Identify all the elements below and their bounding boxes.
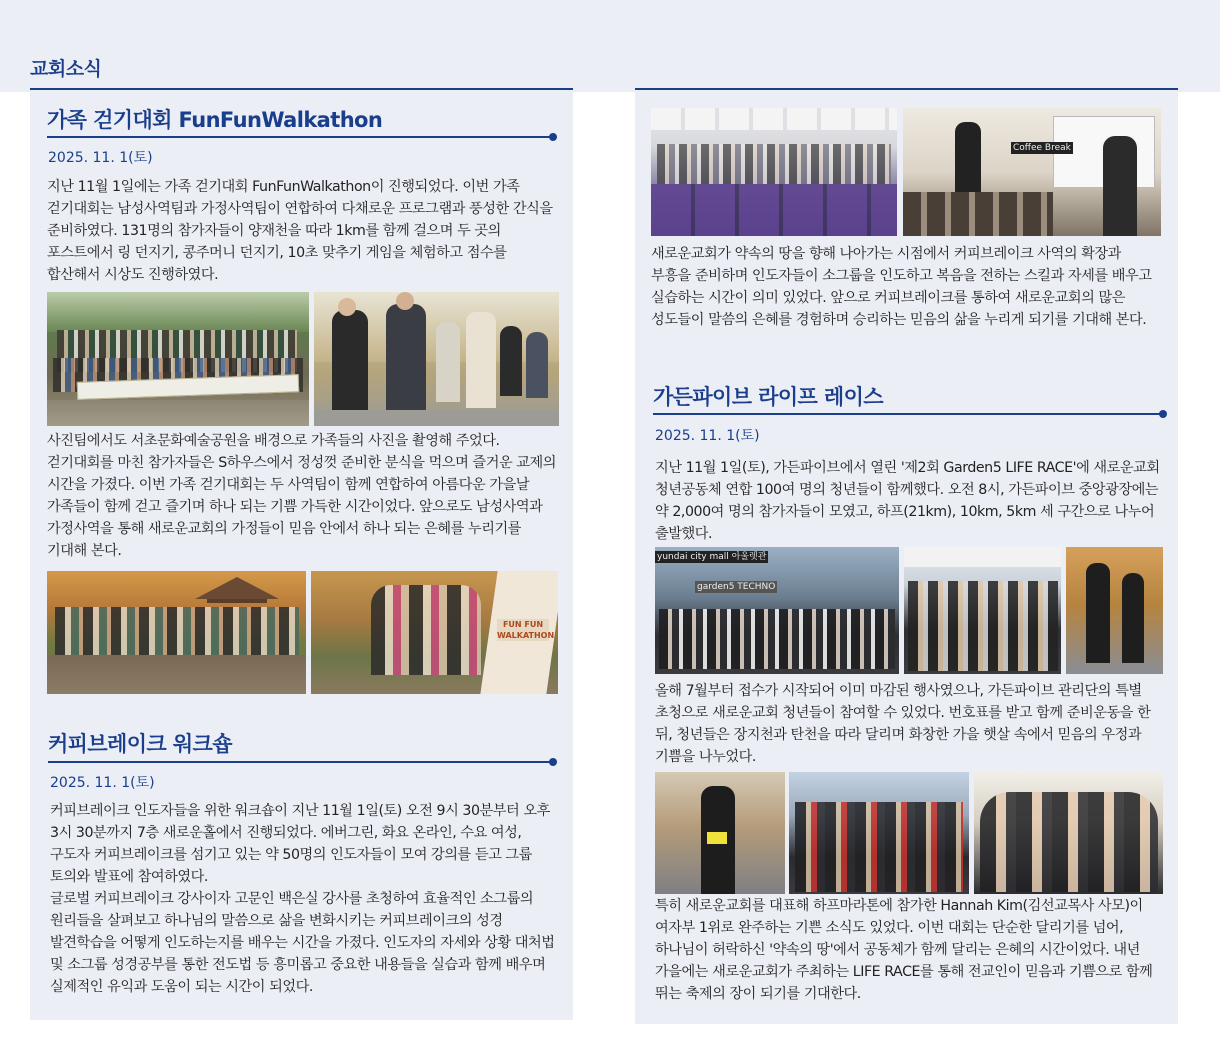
garden5-rule: [653, 413, 1163, 415]
garden5-group-photo: [655, 547, 899, 674]
walkathon-banner: FUN FUN WALKATHON: [497, 620, 555, 640]
garden5-para1: 지난 11월 1일(토), 가든파이브에서 열린 '제2회 Garden5 LIFE RACE'에 새로운교회 청년공동체 연합 100여 명의 청년들이 함께했다. 오전 8시, 가든파이브 중앙광장에는 약 2,000여 명의 참가자들이 모였고, 하프(21km), 10km, 5km 세 구간으로 나누어 출발했다.: [655, 460, 1160, 542]
walkathon-para2: 사진팀에서도 서초문화예술공원을 배경으로 가족들의 사진을 촬영해 주었다. 걷기대회를 마친 참가자들은 S하우스에서 정성껏 준비한 분식을 먹으며 즐거운 교제의 시간을 가졌다. 이번 가족 걷기대회는 두 사역팀이 함께 연합하여 아름다운 가을날 가족들이 함께 걷고 즐기며 하나 되는 기쁨 가득한 시간이었다. 앞으로도 남성사역과 가정사역을 통해 새로운교회의 가정들이 믿음 안에서 하나 되는 은혜를 누리기를 기대해 본다.: [47, 433, 557, 559]
walkathon-group-photo: [47, 292, 309, 426]
coffeebreak-para3: 새로운교회가 약속의 땅을 향해 나아가는 시점에서 커피브레이크 사역의 확장과 부흥을 준비하며 인도자들이 소그룹을 인도하고 복음을 전하는 스킬과 자세를 배우고 실습하는 시간이 의미 있었다. 앞으로 커피브레이크를 통하여 새로운교회의 많은 성도들이 말씀의 은혜를 경험하며 승리하는 믿음의 삶을 누리게 되기를 기대해 본다.: [651, 246, 1152, 328]
walkathon-para1: 지난 11월 1일에는 가족 걷기대회 FunFunWalkathon이 진행되었다. 이번 가족 걷기대회는 남성사역팀과 가정사역팀이 연합하여 다채로운 프로그램과 풍성한 간식을 준비하였다. 131명의 참가자들이 양재천을 따라 1km를 함께 걸으며 두 곳의 포스트에서 링 던지기, 콩주머니 던지기, 10초 맞추기 게임을 체험하고 점수를 합산해서 시상도 진행하였다.: [47, 179, 553, 283]
coffeebreak-date: 2025. 11. 1(토): [50, 775, 155, 791]
header-band: [0, 0, 1220, 92]
garden5-title: 가든파이브 라이프 레이스: [653, 385, 883, 409]
garden5-crew-photo: [789, 772, 969, 894]
walkathon-date: 2025. 11. 1(토): [48, 150, 153, 166]
coffeebreak-rule: [48, 761, 553, 763]
section-label: 교회소식: [30, 58, 102, 80]
garden5-mall-sign: yundai city mall 아울렛관: [657, 552, 767, 562]
garden5-para2: 올해 7월부터 접수가 시작되어 이미 마감된 행사였으나, 가든파이브 관리단의 특별 초청으로 새로운교회 청년들이 참여할 수 있었다. 번호표를 받고 함께 준비운동을 한 뒤, 청년들은 장지천과 탄천을 따라 달리며 화창한 가을 햇살 속에서 믿음의 우정과 기쁨을 나누었다.: [655, 683, 1151, 765]
coffeebreak-hall-photo: [651, 108, 897, 236]
coffeebreak-sign: Coffee Break: [1013, 143, 1071, 153]
coffeebreak-title: 커피브레이크 워크숍: [48, 732, 232, 756]
garden5-techno-sign: garden5 TECHNO: [697, 582, 776, 592]
walkathon-walk-photo: [314, 292, 559, 426]
walkathon-pavilion-photo: [47, 571, 306, 694]
garden5-runners-photo: [1066, 547, 1163, 674]
garden5-date: 2025. 11. 1(토): [655, 428, 760, 444]
garden5-finisher-photo: [655, 772, 785, 894]
walkathon-family-photo: [311, 571, 558, 694]
top-rule-left: [30, 88, 573, 90]
coffeebreak-para2: 글로벌 커피브레이크 강사이자 고문인 백은실 강사를 초청하여 효율적인 소그룹의 원리들을 살펴보고 하나님의 말씀으로 삶을 변화시키는 커피브레이크의 성경 발견학습을 어떻게 인도하는지를 배우는 시간을 가졌다. 인도자의 자세와 상황 대처법 및 소그룹 성경공부를 통한 전도법 등 흥미롭고 중요한 내용들을 실습과 함께 배우며 실제적인 유익과 도움이 되는 시간이 되었다.: [50, 891, 555, 995]
coffeebreak-para1: 커피브레이크 인도자들을 위한 워크숍이 지난 11월 1일(토) 오전 9시 30분부터 오후 3시 30분까지 7층 새로운홀에서 진행되었다. 에버그린, 화요 온라인, 수요 여성, 구도자 커피브레이크를 섬기고 있는 약 50명의 인도자들이 모여 강의를 듣고 그룹 토의와 발표에 참여하였다.: [50, 803, 550, 885]
garden5-team-photo: [904, 547, 1061, 674]
top-rule-right: [635, 88, 1178, 90]
garden5-para3: 특히 새로운교회를 대표해 하프마라톤에 참가한 Hannah Kim(김선교목사 사모)이 여자부 1위로 완주하는 기쁜 소식도 있었다. 이번 대회는 단순한 달리기를 넘어, 하나님이 허락하신 '약속의 땅'에서 공동체가 함께 달리는 은혜의 시간이었다. 내년 가을에는 새로운교회가 주최하는 LIFE RACE를 통해 전교인이 믿음과 기쁨으로 함께 뛰는 축제의 장이 되기를 기대한다.: [655, 898, 1153, 1002]
garden5-selfie-photo: [974, 772, 1163, 894]
walkathon-title: 가족 걷기대회 FunFunWalkathon: [47, 108, 383, 132]
walkathon-rule: [47, 136, 553, 138]
coffeebreak-lecture-photo: [903, 108, 1161, 236]
